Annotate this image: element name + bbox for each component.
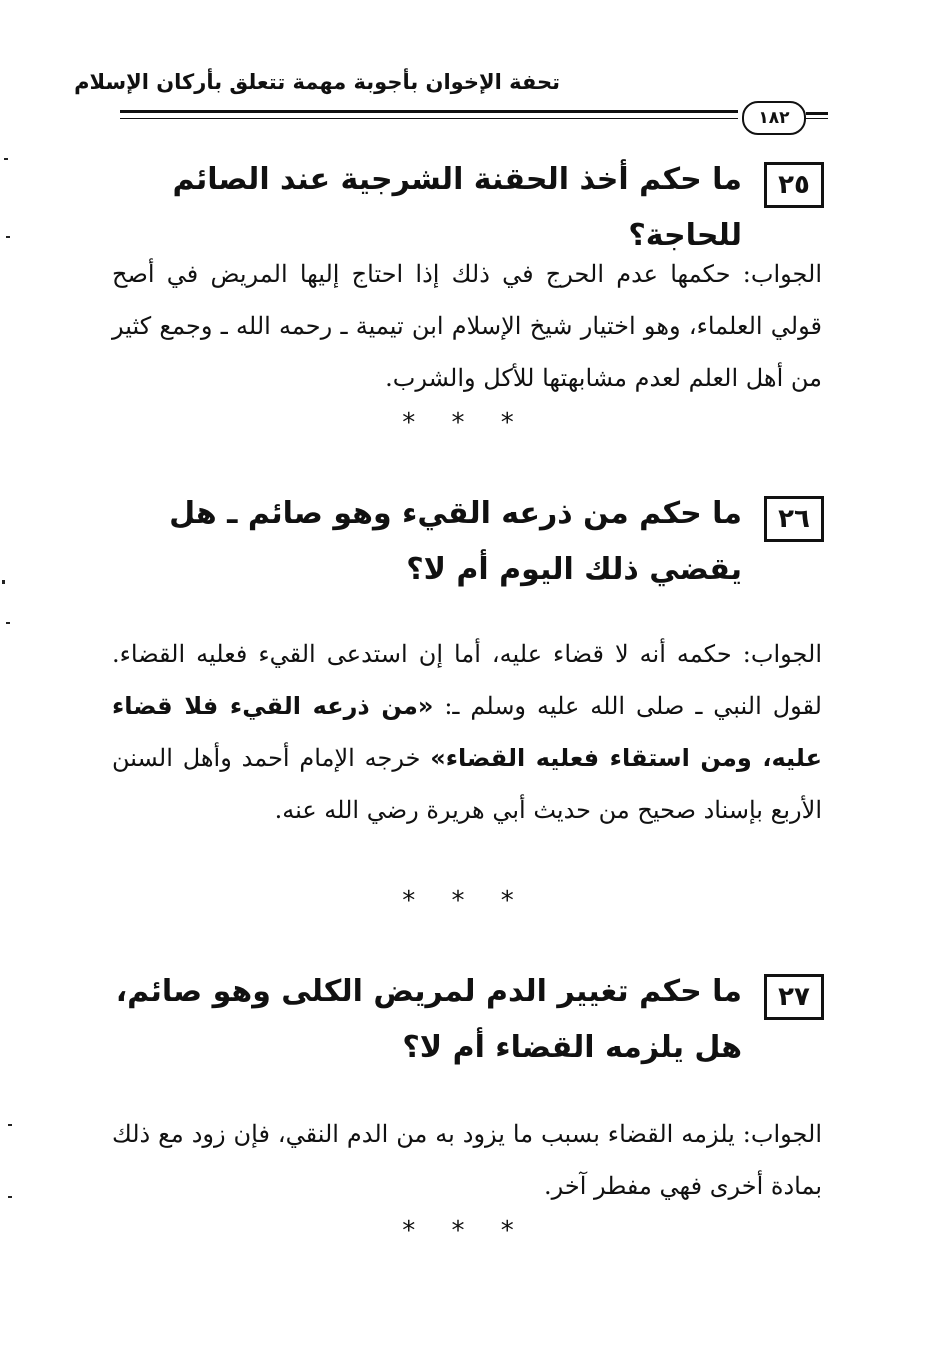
header-rule-top: [120, 110, 738, 113]
scan-speck: [6, 622, 10, 624]
section-separator: * * *: [402, 886, 528, 916]
header-rule-right-thin: [806, 118, 828, 119]
question-number-box: ٢٦: [764, 496, 824, 542]
question-heading: ما حكم أخذ الحقنة الشرجية عند الصائم للحاجة؟: [172, 162, 742, 253]
answer-paragraph: الجواب: يلزمه القضاء بسبب ما يزود به من الدم النقي، فإن زود مع ذلك بمادة أخرى فهي مفطر آخر.: [112, 1120, 822, 1200]
answer-paragraph: [112, 628, 822, 836]
scan-speck: [8, 1196, 12, 1198]
answer-intro: الجواب: حكمه أنه لا قضاء عليه، أما إن استدعى القيء فعليه القضاء. لقول النبي ـ صلى الله عليه وسلم ـ:: [112, 640, 822, 720]
question-number-box: ٢٥: [764, 162, 824, 208]
answer-paragraph: الجواب: حكمها عدم الحرج في ذلك إذا احتاج إليها المريض في أصح قولي العلماء، وهو اختيار شيخ الإسلام ابن تيمية ـ رحمه الله ـ وجمع كثير من أهل العلم لعدم مشابهتها للأكل والشرب.: [112, 260, 823, 392]
question-heading: ما حكم من ذرعه القيء وهو صائم ـ هل يقضي ذلك اليوم أم لا؟: [169, 496, 742, 587]
hadith-quote: «من ذرعه القيء فلا قضاء عليه، ومن استقاء فعليه القضاء»: [112, 692, 822, 772]
header-rule-right: [806, 112, 828, 115]
section-separator: * * *: [402, 408, 528, 438]
page-number: ١٨٢: [742, 101, 806, 135]
running-header-title: تحفة الإخوان بأجوبة مهمة تتعلق بأركان الإسلام: [74, 70, 560, 94]
header-rule-bottom: [120, 118, 738, 119]
scan-speck: [6, 236, 10, 238]
scan-speck: [2, 580, 5, 584]
answer-outro: خرجه الإمام أحمد وأهل السنن الأربع بإسناد صحيح من حديث أبي هريرة رضي الله عنه.: [112, 744, 822, 824]
scan-speck: [8, 1124, 12, 1126]
section-separator: * * *: [402, 1216, 528, 1246]
scan-speck: [4, 158, 8, 160]
question-heading: ما حكم تغيير الدم لمريض الكلى وهو صائم، هل يلزمه القضاء أم لا؟: [115, 974, 742, 1065]
question-number-box: ٢٧: [764, 974, 824, 1020]
